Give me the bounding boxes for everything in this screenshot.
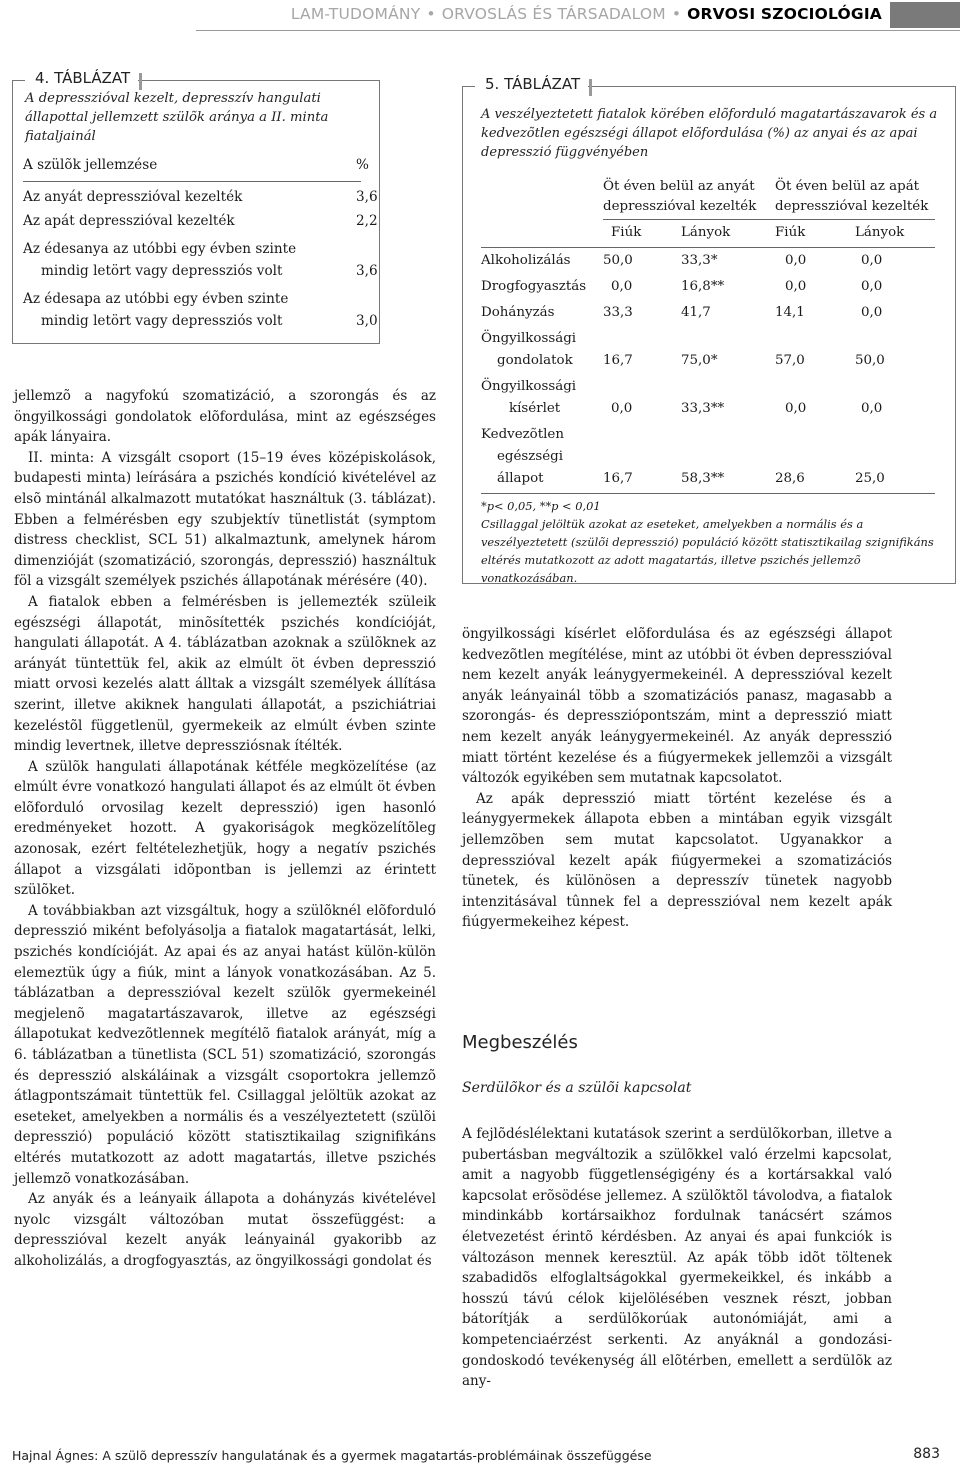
table-5-cell: 57,0: [775, 353, 805, 368]
table-4-row-label: Az anyát depresszióval kezelték: [23, 189, 243, 205]
right-column-top: [462, 624, 892, 933]
table-4-row-value: 3,0: [356, 313, 378, 329]
bullet-icon: •: [426, 5, 436, 23]
right-column-bottom: [462, 1124, 892, 1392]
table-5-cell: 0,0: [861, 305, 883, 320]
table-5-group-rule: [603, 219, 935, 220]
table-4-header-rule: [23, 181, 361, 182]
table-5-subhead: Lányok: [855, 225, 905, 240]
header-rule: [196, 30, 960, 31]
table-4-title: 4. TÁBLÁZAT: [25, 69, 138, 87]
table-5-cell: 0,0: [785, 253, 807, 268]
table-4-caption: A depresszióval kezelt, depresszív hangulati állapottal jellemzett szülõk aránya a II. minta fiataljainál: [25, 91, 329, 144]
table-5-row-label: Drogfogyasztás: [481, 279, 587, 294]
table-5-cell: 75,0*: [681, 353, 718, 368]
table-5-cell: 0,0: [861, 401, 883, 416]
table-5-title: 5. TÁBLÁZAT: [475, 75, 588, 93]
table-4-box: [12, 69, 380, 344]
table-5-cell: 58,3**: [681, 471, 725, 486]
group-line: depresszióval kezelték: [775, 199, 929, 214]
footer-text: Hajnal Ágnes: A szülõ depresszív hangulatának és a gyermek magatartás-problémáinak összefüggése: [12, 1448, 652, 1463]
header-part-3: ORVOSI SZOCIOLÓGIA: [687, 5, 882, 23]
paragraph: II. minta: A vizsgált csoport (15–19 éves középiskolások, budapesti minta) leírására a pszichés kondíció kivételével az elsõ mintánál alkalmazott mutatókat használtuk (3. táblázat). Ebben a felmérésben egy szubjektív tünetlistát (symptom distress checklist, SCL 51) alkalmaztunk, amelynek három dimenzióját (szomatizáció, szorongás, depresszió) használtuk föl a vizsgált személyek pszichés állapotának mérésére (40).: [14, 449, 436, 590]
table-5-row-label: Öngyilkossági: [481, 331, 577, 346]
header-part-1: LAM-TUDOMÁNY: [290, 5, 421, 23]
table-5-group-father: [775, 177, 928, 217]
header-tab-decoration: [890, 2, 960, 28]
table-5-subhead: Fiúk: [611, 225, 642, 240]
table-5-cell: 33,3: [603, 305, 633, 320]
table-5-note: Csillaggal jelöltük azokat az eseteket, amelyekben a normális és a veszélyeztetett (szülõi depresszió) populáció között statisztikailag szignifikáns eltérés mutatkozott az adott magatartás, illetve pszichés jellemzõ vonatkozásában.: [481, 517, 934, 585]
left-column: [14, 386, 436, 1272]
paragraph: Az apák depresszió miatt történt kezelése és a leánygyermekek állapota ebben a mintában egyik vizsgált jellemzõben sem mutat kapcsolatot. Ugyanakkor a depresszióval kezelt apák fiúgyermekei a szomatizációs tünetek, és különösen a depresszív tünetek nagyobb intenzitásával tûnnek fel a depresszióval nem kezelt apák fiúgyermekeihez képest.: [462, 790, 892, 931]
table-5-subhead: Lányok: [681, 225, 731, 240]
table-5-cell: 41,7: [681, 305, 711, 320]
table-5-header-rule: [481, 247, 935, 248]
table-4-row-label: Az apát depresszióval kezelték: [23, 213, 235, 229]
table-4-row-label: Az édesanya az utóbbi egy évben szinte: [23, 241, 297, 257]
table-5-cell: 16,8**: [681, 279, 725, 294]
table-5-cell: 50,0: [603, 253, 633, 268]
table-5-row-label: Alkoholizálás: [481, 253, 571, 268]
page-number: 883: [913, 1446, 940, 1462]
table-5-box: [462, 75, 956, 585]
paragraph: A fiatalok ebben a felmérésben is jellemezték szüleik egészségi állapotát, minõsítették pszichés kondícióját, hangulati állapotát. A 4. táblázatban azoknak a szülõknek az arányát tüntettük fel, akik az elmúlt öt évben depresszió miatt orvosi kezelés alatt álltak a vizsgált személyek állítása szerint, illetve akiknek hangulati állapotát, a pszichiátriai kezeléstõl függetlenül, gyermekeik az elmúlt évben szinte mindig levertnek, illetve depressziósnak ítélték.: [14, 593, 436, 755]
paragraph: A szülõk hangulati állapotának kétféle megközelítése (az elmúlt évre vonatkozó hangulati állapot és az elmúlt öt évben elõforduló orvosilag kezelt depresszió) igen hasonló eredményeket hozott. A gyakoriságok megközelítõleg azonosak, ezért feltételezhetjük, hogy a negatív pszichés állapot a vizsgálati idõpontban is jellemzi az érintett szülõket.: [14, 758, 436, 899]
table-5-cell: 25,0: [855, 471, 885, 486]
group-line: depresszióval kezelték: [603, 199, 757, 214]
table-5-row-label: Kedvezõtlen: [481, 427, 564, 442]
paragraph: A továbbiakban azt vizsgáltuk, hogy a szülõknél elõforduló depresszió miként befolyásolja a fiatalok magatartását, lelki, pszichés kondícióját. Az apai és az anyai hatást külön-külön elemeztük úgy a fiúk, mint a lányok vonatkozásában. Az 5. táblázatban a depresszióval kezelt szülõk gyermekeinél megjelenõ magatartászavarok, illetve az egészségi állapotukat kedvezõtlennek megítélõ fiatalok arányát, míg a 6. táblázatban a tünetlista (SCL 51) szomatizáció, szorongás és depresszió alskáláinak a vizsgált csoportokra jellemzõ átlagpontszámait tüntettük fel. Csillaggal jelöltük azokat az eseteket, amelyekben a normális és a veszélyeztetett (szülõi depresszió) populáció között statisztikailag szignifikáns eltérés mutatkozott az adott magatartás, illetve pszichés jellemzõ vonatkozásában.: [14, 902, 436, 1187]
page-footer: [12, 1448, 940, 1470]
table-4-col-label: A szülõk jellemzése: [23, 157, 158, 173]
table-5-row-label: Dohányzás: [481, 305, 555, 320]
group-line: Öt éven belül az anyát: [603, 179, 755, 194]
table-5-row-label-cont: állapot: [497, 471, 544, 486]
section-heading: Megbeszélés: [462, 1032, 578, 1053]
table-5-bottom-rule: [481, 493, 935, 494]
table-5-cell: 28,6: [775, 471, 805, 486]
table-4-row-label-cont: mindig letört vagy depressziós volt: [41, 313, 283, 329]
table-4-row-value: 3,6: [356, 189, 378, 205]
table-5-cell: 16,7: [603, 353, 633, 368]
table-5-significance: *p< 0,05, **p < 0,01: [481, 499, 601, 513]
paragraph: jellemzõ a nagyfokú szomatizáció, a szorongás és az öngyilkossági gondolatok elõfordulása, mint az egészséges apák lányaira.: [14, 388, 436, 446]
table-5-cell: 33,3*: [681, 253, 718, 268]
table-5-cell: 0,0: [861, 253, 883, 268]
table-4-row-value: 3,6: [356, 263, 378, 279]
header-part-2: ORVOSLÁS ÉS TÁRSADALOM: [441, 5, 666, 23]
paragraph: A fejlõdéslélektani kutatások szerint a serdülõkorban, illetve a pubertásban megváltozik a szülõkkel való érzelmi kapcsolat, amit a nagyobb függetlenségigény és a kortársakkal való kapcsolat erõsödése jellemez. A szülõktõl távolodva, a fiatalok mindinkább kortársaikhoz fordulnak tanácsért számos életvezetést érintõ kérdésben. Az anyai és apai funkciók is változáson mennek keresztül. Az apák több idõt töltenek szabadidõs elfoglaltságokkal gyermekeikkel, és inkább a hosszú távú célok kijelölésében vesznek részt, jobban bátorítják a serdülõkorúak autonómiáját, ami a kompetenciaérzést serkenti. Az anyáknál a gondozási-gondoskodó tevékenység áll elõtérben, emellett a serdülõk az any-: [462, 1126, 892, 1390]
table-4-row-label-cont: mindig letört vagy depressziós volt: [41, 263, 283, 279]
table-5-row-label-cont: egészségi: [497, 449, 563, 464]
bullet-icon: •: [671, 5, 682, 23]
paragraph: Az anyák és a leányaik állapota a dohányzás kivételével nyolc vizsgált változóban mutat összefüggést: a depresszióval kezelt anyák leányainál gyakoribb az alkoholizálás, a drogfogyasztás, az öngyilkossági gondolat és: [14, 1191, 436, 1269]
table-5-cell: 0,0: [861, 279, 883, 294]
table-5-subhead: Fiúk: [775, 225, 806, 240]
table-5-row-label-cont: gondolatok: [497, 353, 573, 368]
table-5-cell: 16,7: [603, 471, 633, 486]
table-4-row-value: 2,2: [356, 213, 378, 229]
table-5-cell: 0,0: [611, 279, 633, 294]
table-5-cell: 14,1: [775, 305, 805, 320]
table-5-cell: 50,0: [855, 353, 885, 368]
table-5-cell: 33,3**: [681, 401, 725, 416]
table-5-group-mother: [603, 177, 756, 217]
group-line: Öt éven belül az apát: [775, 179, 920, 194]
section-subheading: Serdülõkor és a szülõi kapcsolat: [462, 1080, 692, 1096]
table-5-cell: 0,0: [785, 279, 807, 294]
table-5-cell: 0,0: [611, 401, 633, 416]
header-text: [291, 5, 882, 23]
paragraph: öngyilkossági kísérlet elõfordulása és az egészségi állapot kedvezõtlen megítélése, mint az utóbbi öt évben depresszióval nem kezelt anyák leánygyermekeinél. A depresszióval kezelt anyák leányainál több a szomatizációs panasz, magasabb a szorongás- és depressziópontszám, mint a depresszió miatt nem kezelt anyák leánygyermekeinél. Az anyák depresszió miatt történt kezelése és a fiúgyermekek jellemzõi a vizsgált változók egyikében sem mutatnak kapcsolatot.: [462, 626, 892, 787]
table-5-cell: 0,0: [785, 401, 807, 416]
table-5-row-label: Öngyilkossági: [481, 379, 577, 394]
table-5-row-label-cont: kísérlet: [509, 401, 561, 416]
table-4-col-value: %: [356, 157, 369, 173]
table-4-row-label: Az édesapa az utóbbi egy évben szinte: [23, 291, 289, 307]
table-5-caption: A veszélyeztetett fiatalok körében elõforduló magatartászavarok és a kedvezõtlen egészségi állapot elõfordulása (%) az anyai és az apai depresszió függvényében: [481, 107, 938, 160]
running-header: [0, 0, 960, 38]
